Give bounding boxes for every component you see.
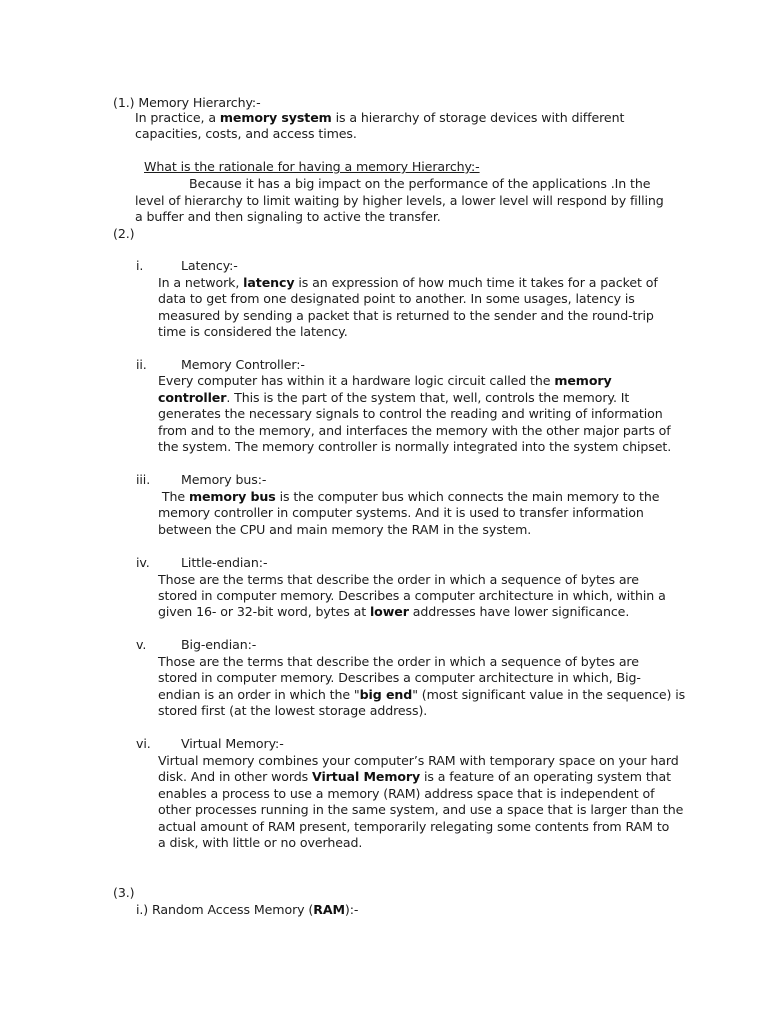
list-number: vi. (136, 736, 151, 751)
paragraph-line: capacities, costs, and access times. (135, 126, 357, 141)
paragraph-line: from and to the memory, and interfaces the memory with the other major parts of (158, 423, 671, 438)
list-number: ii. (136, 357, 147, 372)
paragraph-line: Every computer has within it a hardware logic circuit called the memory (158, 373, 612, 388)
paragraph-line: disk. And in other words Virtual Memory is a feature of an operating system that (158, 769, 671, 784)
paragraph-line: given 16- or 32-bit word, bytes at lower addresses have lower significance. (158, 604, 630, 619)
paragraph-line: between the CPU and main memory the RAM in the system. (158, 522, 532, 537)
item-title: Memory Controller:- (181, 357, 305, 372)
paragraph-line: stored in computer memory. Describes a computer architecture in which, Big- (158, 670, 641, 685)
paragraph-line: enables a process to use a memory (RAM) address space that is independent of (158, 786, 655, 801)
paragraph-line: memory controller in computer systems. And it is used to transfer information (158, 505, 644, 520)
item-title: Big-endian:- (181, 637, 257, 652)
paragraph-line: In a network, latency is an expression of how much time it takes for a packet of (158, 275, 658, 290)
item-title: Latency:- (181, 258, 238, 273)
paragraph-line: Virtual memory combines your computer’s RAM with temporary space on your hard (158, 753, 679, 768)
list-number: iv. (136, 555, 150, 570)
paragraph-line: level of hierarchy to limit waiting by higher levels, a lower level will respond by filling (135, 193, 664, 208)
paragraph-line: Those are the terms that describe the order in which a sequence of bytes are (158, 572, 639, 587)
paragraph-line: actual amount of RAM present, temporarily relegating some contents from RAM to (158, 819, 670, 834)
section-1-heading: (1.) Memory Hierarchy:- (113, 95, 261, 110)
ram-item-heading: i.) Random Access Memory (RAM):- (136, 902, 359, 917)
section-3-heading: (3.) (113, 885, 135, 900)
paragraph-line: stored in computer memory. Describes a computer architecture in which, within a (158, 588, 666, 603)
paragraph-line: time is considered the latency. (158, 324, 348, 339)
list-number: v. (136, 637, 147, 652)
item-title: Memory bus:- (181, 472, 267, 487)
list-number: iii. (136, 472, 151, 487)
paragraph-line: measured by sending a packet that is returned to the sender and the round-trip (158, 308, 654, 323)
item-title: Virtual Memory:- (181, 736, 284, 751)
paragraph-line: other processes running in the same system, and use a space that is larger than the (158, 802, 684, 817)
paragraph-line: endian is an order in which the "big end" (most significant value in the sequence) is (158, 687, 686, 702)
paragraph-line: a disk, with little or no overhead. (158, 835, 363, 850)
list-number: i. (136, 258, 144, 273)
section-2-heading: (2.) (113, 226, 135, 241)
paragraph-line: Those are the terms that describe the order in which a sequence of bytes are (158, 654, 639, 669)
rationale-question: What is the rationale for having a memory Hierarchy:- (144, 159, 480, 174)
paragraph-line: In practice, a memory system is a hierarchy of storage devices with different (135, 110, 625, 125)
paragraph-line: Because it has a big impact on the performance of the applications .In the (189, 176, 651, 191)
paragraph-line: stored first (at the lowest storage address). (158, 703, 428, 718)
paragraph-line: The memory bus is the computer bus which connects the main memory to the (158, 489, 660, 504)
paragraph-line: data to get from one designated point to another. In some usages, latency is (158, 291, 635, 306)
paragraph-line: controller. This is the part of the system that, well, controls the memory. It (158, 390, 630, 405)
item-title: Little-endian:- (181, 555, 268, 570)
paragraph-line: a buffer and then signaling to active the transfer. (135, 209, 441, 224)
paragraph-line: the system. The memory controller is normally integrated into the system chipset. (158, 439, 672, 454)
paragraph-line: generates the necessary signals to control the reading and writing of information (158, 406, 663, 421)
